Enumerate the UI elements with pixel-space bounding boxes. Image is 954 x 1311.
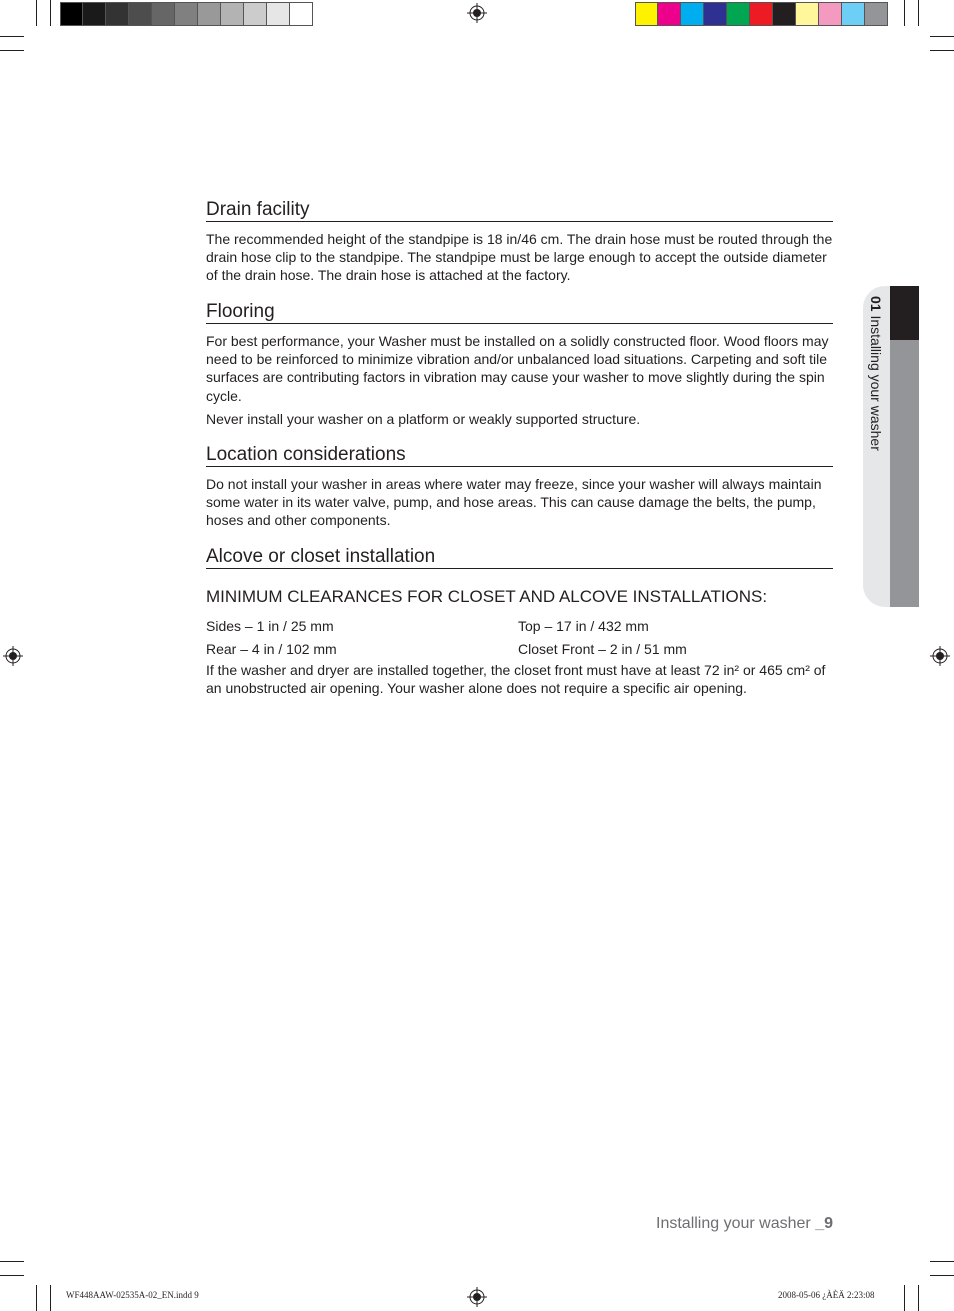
- section-body: Do not install your washer in areas where water may freeze, since your washer will always maintain some water in its water valve, pump, and hose areas. This can cause damage the belts, the pump, hoses and other components.: [206, 476, 822, 529]
- crop-mark: [930, 1275, 954, 1276]
- section-heading: Alcove or closet installation: [206, 546, 833, 569]
- crop-mark: [904, 0, 905, 26]
- crop-mark: [50, 1285, 51, 1311]
- crop-mark: [918, 1285, 919, 1311]
- section-heading: Location considerations: [206, 444, 833, 467]
- section-drain-facility: [206, 199, 833, 285]
- clearances-subheading: MINIMUM CLEARANCES FOR CLOSET AND ALCOVE INSTALLATIONS:: [206, 587, 768, 606]
- color-swatch: [175, 3, 198, 25]
- clearance-left: Rear – 4 in / 102 mm: [206, 641, 337, 657]
- registration-mark-icon: [467, 3, 487, 23]
- clearance-row: [206, 640, 833, 658]
- chapter-tab-marker: [890, 286, 919, 340]
- clearance-left: Sides – 1 in / 25 mm: [206, 618, 334, 634]
- crop-mark: [930, 50, 954, 51]
- section-heading: Drain facility: [206, 199, 833, 222]
- section-location: [206, 444, 833, 530]
- chapter-title: Installing your washer: [868, 315, 884, 451]
- section-body: The recommended height of the standpipe is 18 in/46 cm. The drain hose must be routed through the drain hose clip to the standpipe. The standpipe must be large enough to accept the outside diameter of the drain hose. The drain hose is attached at the factory.: [206, 231, 833, 284]
- color-swatch: [750, 3, 773, 25]
- crop-mark: [0, 1261, 24, 1262]
- crop-mark: [50, 0, 51, 26]
- color-swatch: [290, 3, 313, 25]
- section-body: Never install your washer on a platform or weakly supported structure.: [206, 410, 641, 427]
- color-swatch: [819, 3, 842, 25]
- color-swatch: [221, 3, 244, 25]
- date-slug: 2008-05-06 ¿ÀÈÄ 2:23:08: [778, 1290, 875, 1300]
- clearance-row: [206, 617, 833, 635]
- crop-mark: [0, 36, 24, 37]
- chapter-number: 01: [868, 296, 884, 312]
- crop-mark: [36, 0, 37, 26]
- color-swatch: [796, 3, 819, 25]
- crop-mark: [930, 1261, 954, 1262]
- color-swatch: [681, 3, 704, 25]
- color-swatch: [244, 3, 267, 25]
- color-swatch: [83, 3, 106, 25]
- page-number: _9: [815, 1215, 833, 1232]
- color-swatch: [198, 3, 221, 25]
- crop-mark: [918, 0, 919, 26]
- color-swatch: [106, 3, 129, 25]
- color-swatch: [704, 3, 727, 25]
- color-swatch: [658, 3, 681, 25]
- color-swatch: [727, 3, 750, 25]
- page-footer: [656, 1215, 833, 1233]
- crop-mark: [930, 36, 954, 37]
- file-slug: WF448AAW-02535A-02_EN.indd 9: [66, 1290, 199, 1300]
- clearance-right: Closet Front – 2 in / 51 mm: [518, 641, 687, 657]
- chapter-tab-label: [866, 296, 886, 496]
- color-swatch: [635, 3, 658, 25]
- crop-mark: [0, 50, 24, 51]
- clearance-right: Top – 17 in / 432 mm: [518, 618, 649, 634]
- crop-mark: [36, 1285, 37, 1311]
- chapter-tab-bar: [890, 340, 919, 607]
- section-heading: Flooring: [206, 301, 833, 324]
- process-color-bar: [635, 2, 888, 26]
- grayscale-color-bar: [60, 2, 313, 26]
- color-swatch: [773, 3, 796, 25]
- section-flooring: [206, 301, 833, 428]
- section-body: For best performance, your Washer must be installed on a solidly constructed floor. Wood floors may need to be reinforced to minimize vibration and/or unbalanced load situations. Carpeting and soft tile surfaces are contributing factors in vibration may cause your washer to move slightly during the spin cycle.: [206, 333, 829, 404]
- registration-mark-icon: [3, 646, 23, 666]
- crop-mark: [904, 1285, 905, 1311]
- registration-mark-icon: [467, 1287, 487, 1307]
- color-swatch: [60, 3, 83, 25]
- color-swatch: [129, 3, 152, 25]
- section-alcove: [206, 546, 833, 697]
- color-swatch: [842, 3, 865, 25]
- registration-mark-icon: [930, 646, 950, 666]
- color-swatch: [152, 3, 175, 25]
- footer-label: Installing your washer: [656, 1215, 811, 1232]
- section-body: If the washer and dryer are installed together, the closet front must have at least 72 in² or 465 cm² of an unobstructed air opening. Your washer alone does not require a specific air opening.: [206, 662, 826, 697]
- color-swatch: [865, 3, 888, 25]
- crop-mark: [0, 1275, 24, 1276]
- color-swatch: [267, 3, 290, 25]
